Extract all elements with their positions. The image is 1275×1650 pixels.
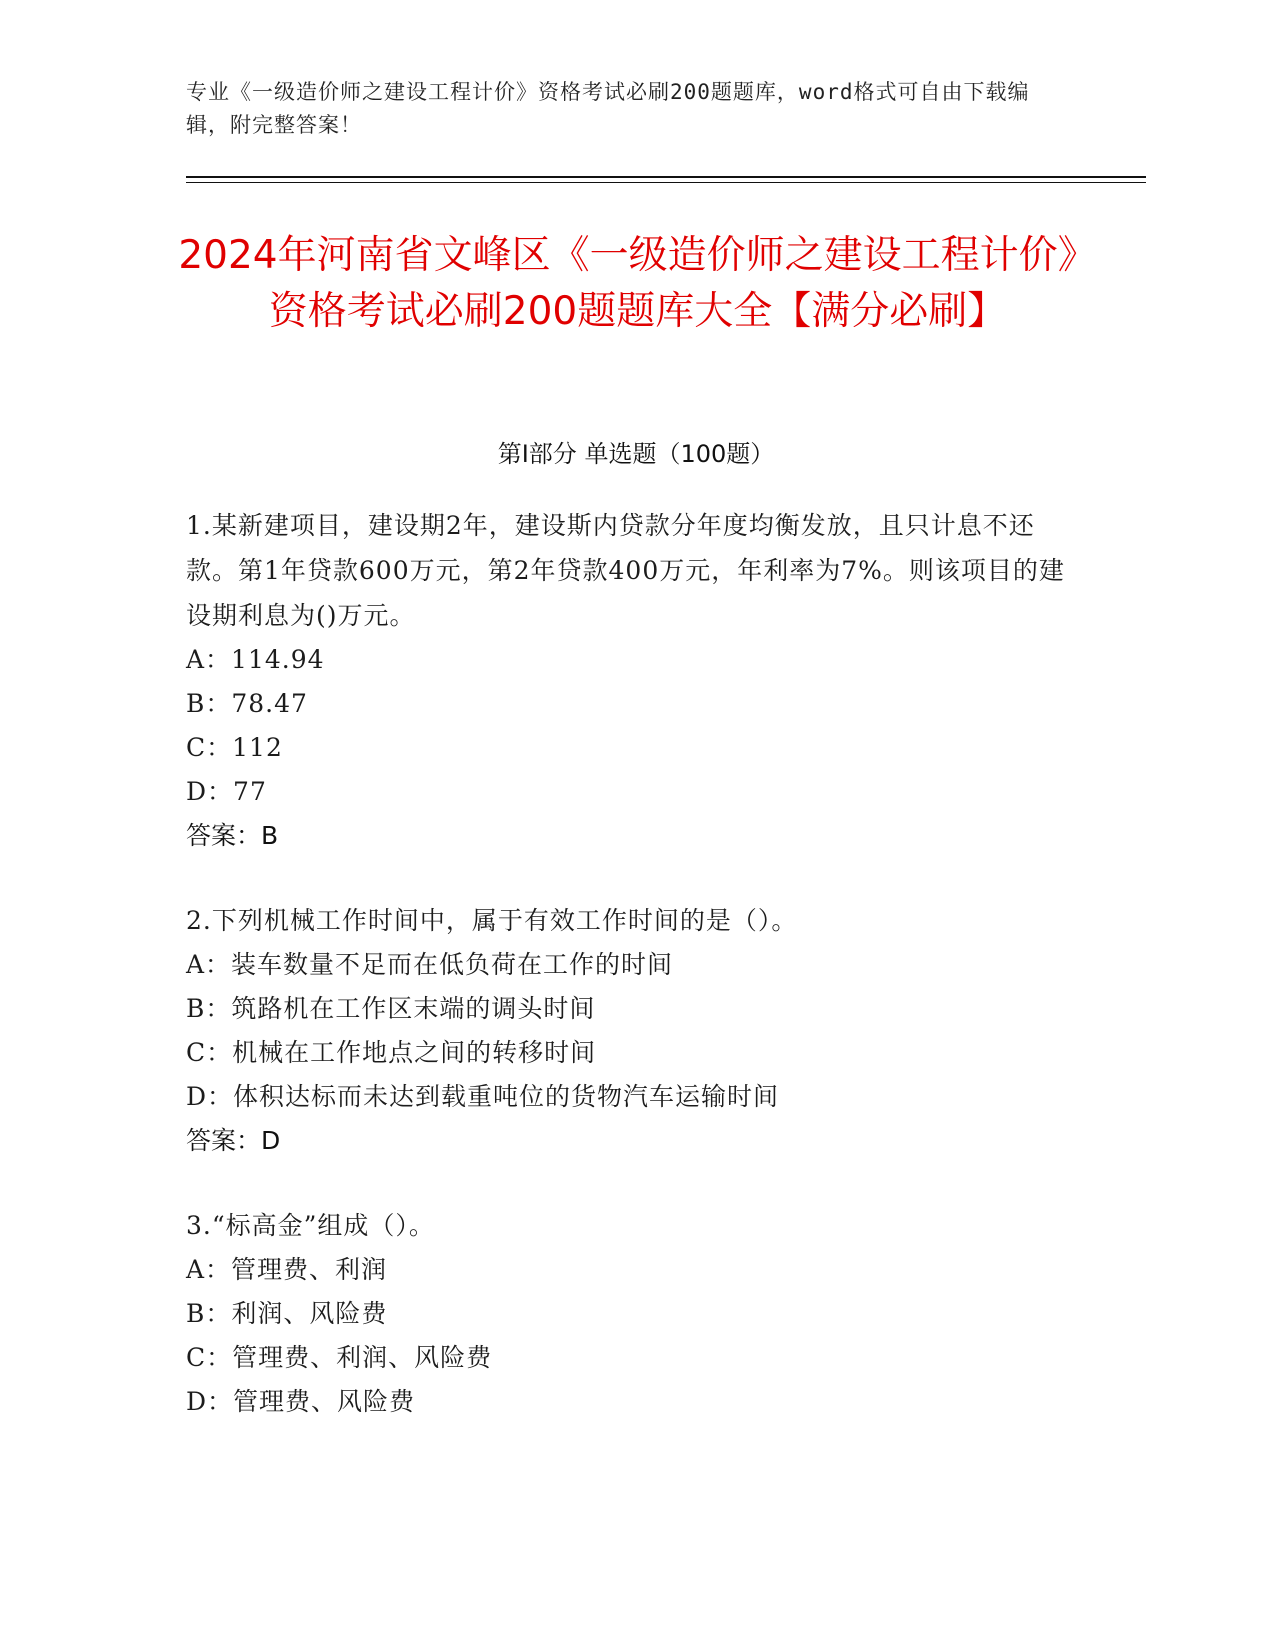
question-text: 2.下列机械工作时间中，属于有效工作时间的是（）。 xyxy=(186,906,798,935)
question-text: 3.“标高金”组成（）。 xyxy=(186,1211,435,1240)
option-a: A：114.94 xyxy=(186,645,325,674)
header-rule-thick xyxy=(186,176,1146,178)
answer: 答案：D xyxy=(186,1126,281,1155)
option-c: C：112 xyxy=(186,733,283,762)
section-title: 第I部分 单选题（100题） xyxy=(497,440,775,468)
option-c: C：管理费、利润、风险费 xyxy=(186,1343,493,1372)
question-text: 1.某新建项目，建设期2年，建设斯内贷款分年度均衡发放，且只计息不还款。第1年贷款600万元，第2年贷款400万元，年利率为7%。则该项目的建设期利息为()万元。 xyxy=(186,511,1065,630)
option-d: D：77 xyxy=(186,777,267,806)
option-d: D：管理费、风险费 xyxy=(186,1387,416,1416)
option-a: A：装车数量不足而在低负荷在工作的时间 xyxy=(186,950,674,979)
option-b: B：利润、风险费 xyxy=(186,1299,388,1328)
header-rule-thin xyxy=(186,182,1146,183)
option-a: A：管理费、利润 xyxy=(186,1255,388,1284)
option-c: C：机械在工作地点之间的转移时间 xyxy=(186,1038,597,1067)
document-title: 2024年河南省文峰区《一级造价师之建设工程计价》资格考试必刷200题题库大全【满分必刷】 xyxy=(178,233,1097,334)
option-d: D：体积达标而未达到载重吨位的货物汽车运输时间 xyxy=(186,1082,780,1111)
option-b: B：筑路机在工作区末端的调头时间 xyxy=(186,994,596,1023)
header-note: 专业《一级造价师之建设工程计价》资格考试必刷200题题库，word格式可自由下载编辑，附完整答案！ xyxy=(186,80,1030,137)
option-b: B：78.47 xyxy=(186,689,308,718)
answer: 答案：B xyxy=(186,821,279,850)
